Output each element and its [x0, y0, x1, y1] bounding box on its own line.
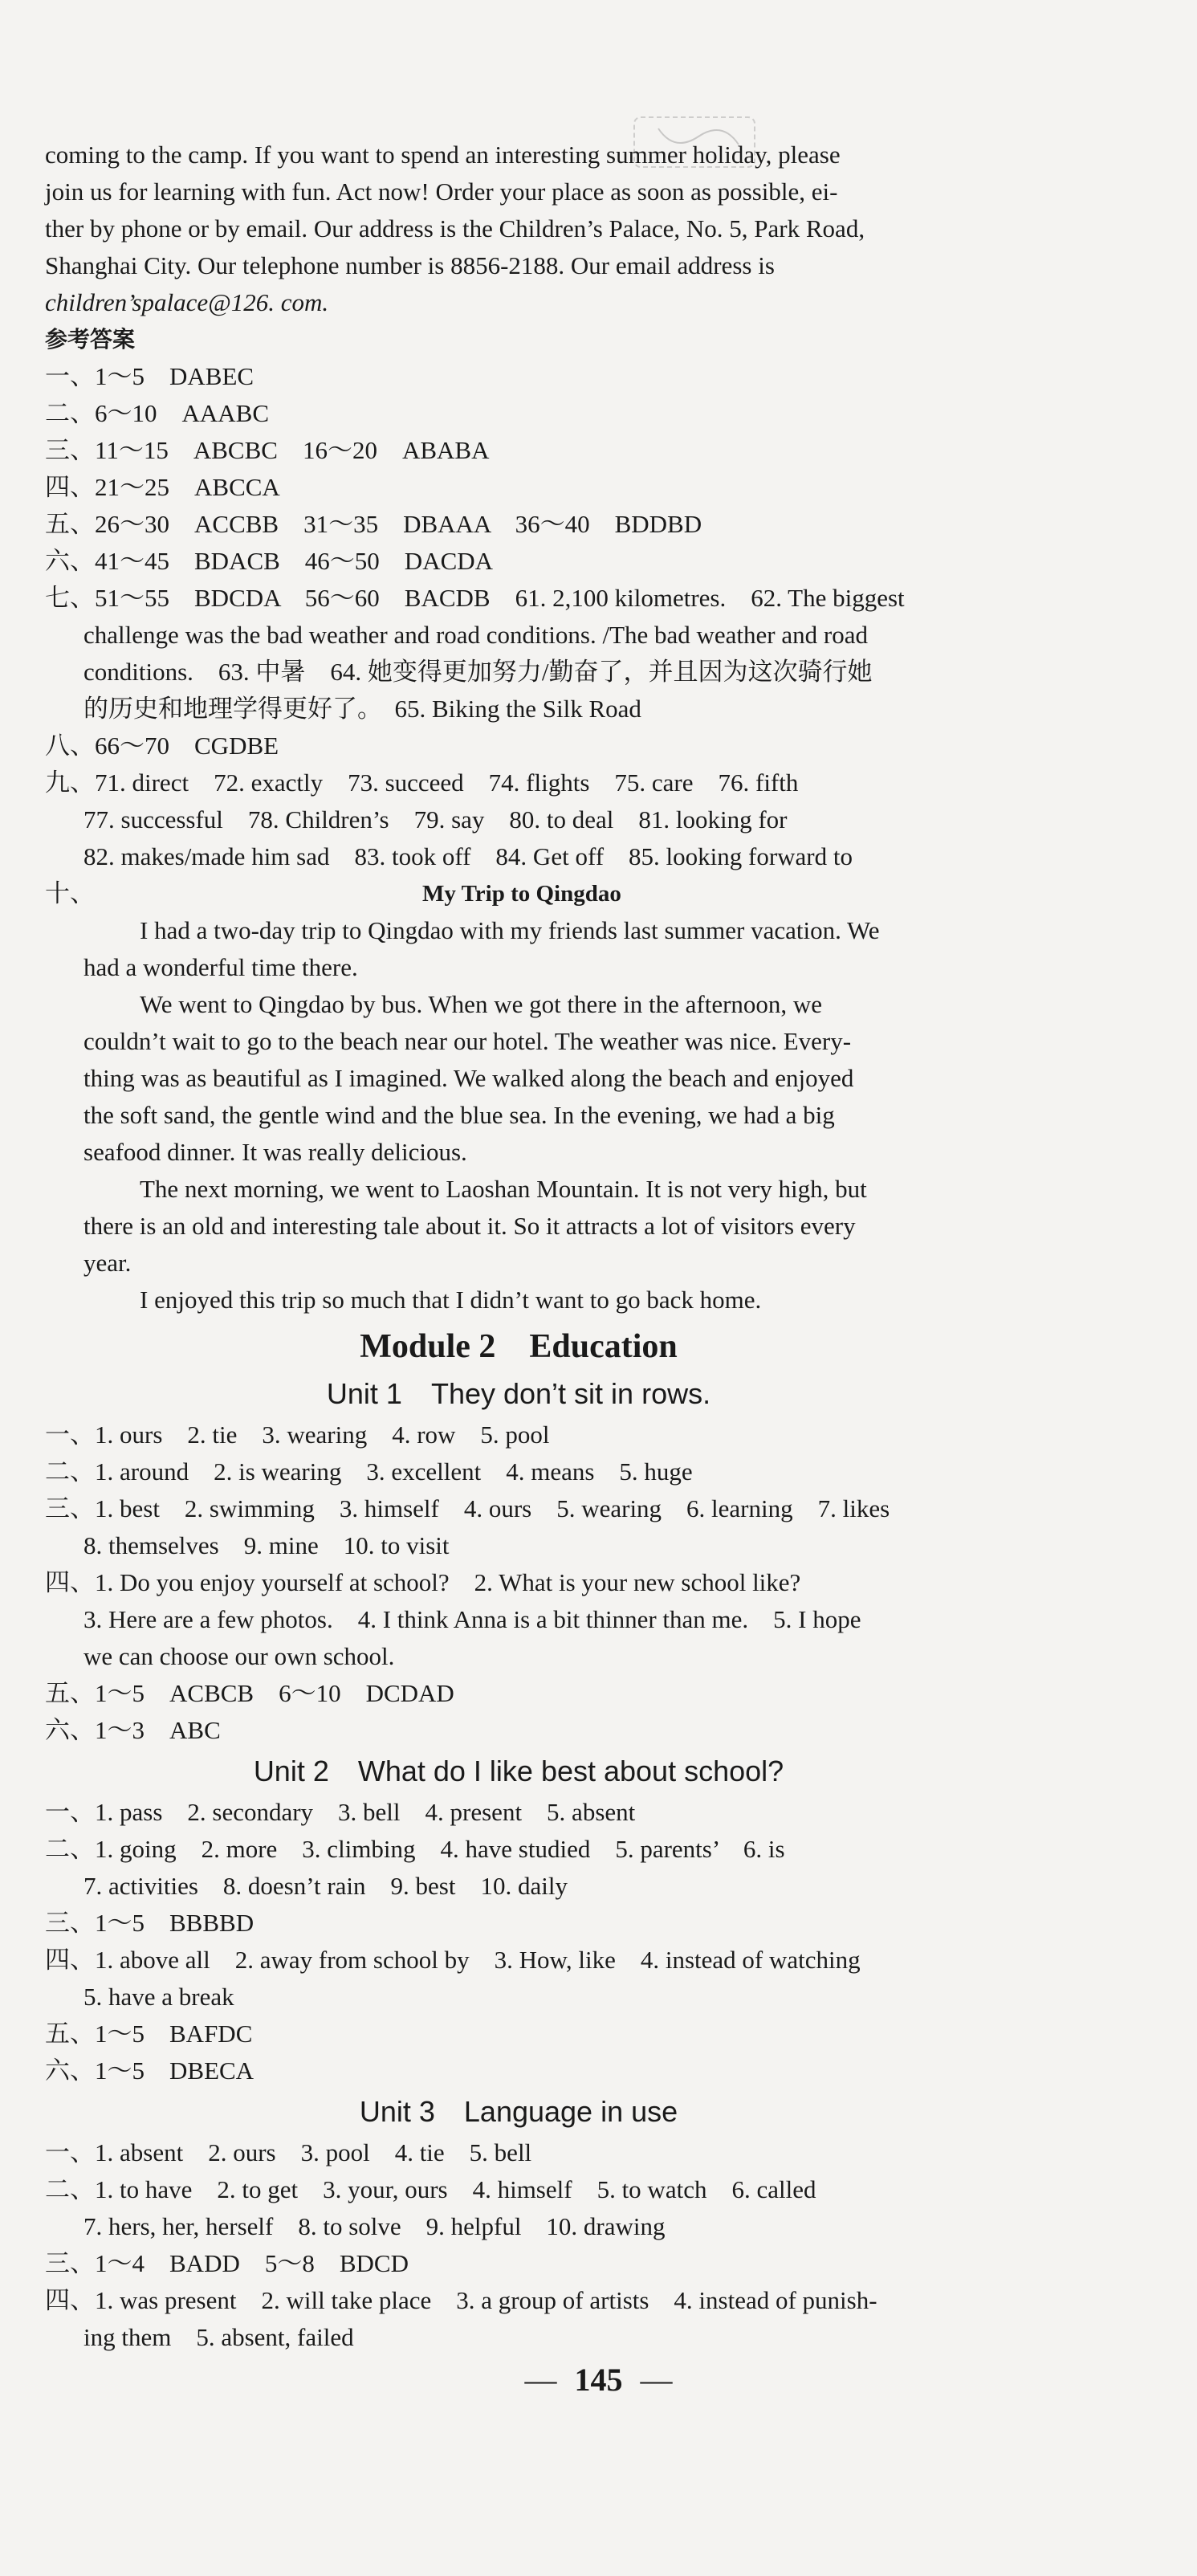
answer-line: 七、51～55 BDCDA 56～60 BACDB 61. 2,100 kilometres. 62. The biggest	[45, 584, 905, 612]
answer-line: 六、41～45 BDACB 46～50 DACDA	[45, 547, 494, 575]
answer-line: 五、26～30 ACCBB 31～35 DBAAA 36～40 BDDBD	[45, 510, 702, 538]
essay-title-row	[45, 875, 1073, 912]
unit3-answers	[45, 2134, 1073, 2356]
answer-line: 二、6～10 AAABC	[45, 399, 270, 427]
answer-line: 五、1～5 BAFDC	[45, 2020, 253, 2048]
essay-line: I enjoyed this trip so much that I didn’t want to go back home.	[140, 1286, 762, 1314]
essay-line: The next morning, we went to Laoshan Mountain. It is not very high, but	[140, 1175, 867, 1203]
answer-line: 九、71. direct 72. exactly 73. succeed 74. flights 75. care 76. fifth	[45, 768, 799, 797]
answer-line: 3. Here are a few photos. 4. I think Anna is a bit thinner than me. 5. I hope	[83, 1605, 861, 1633]
essay-body	[45, 912, 1073, 1319]
answer-line: 82. makes/made him sad 83. took off 84. Get off 85. looking forward to	[83, 842, 853, 870]
answer-line: 一、1. ours 2. tie 3. wearing 4. row 5. pool	[45, 1420, 550, 1449]
answer-line: 77. successful 78. Children’s 79. say 80. to deal 81. looking for	[83, 805, 788, 834]
answer-line: conditions. 63. 中暑 64. 她变得更加努力/勤奋了，并且因为这次骑行她	[83, 658, 873, 686]
module1-answers	[45, 358, 1073, 580]
answer-line: 的历史和地理学得更好了。 65. Biking the Silk Road	[83, 695, 641, 723]
dash-right: —	[640, 2362, 673, 2398]
answer-line: challenge was the bad weather and road conditions. /The bad weather and road	[83, 621, 868, 649]
essay-line: there is an old and interesting tale about it. So it attracts a lot of visitors every	[83, 1212, 856, 1240]
essay-line: couldn’t wait to go to the beach near our hotel. The weather was nice. Every-	[83, 1027, 852, 1055]
intro-paragraph	[45, 137, 1073, 321]
answer-line: 二、1. to have 2. to get 3. your, ours 4. himself 5. to watch 6. called	[45, 2175, 816, 2203]
essay-paragraph	[83, 1282, 1073, 1319]
unit1-title: Unit 1 They don’t sit in rows.	[326, 1377, 711, 1410]
answer-line: 8. themselves 9. mine 10. to visit	[83, 1531, 450, 1559]
answer-line: we can choose our own school.	[83, 1642, 395, 1670]
answer-line: 三、1. best 2. swimming 3. himself 4. ours 5. wearing 6. learning 7. likes	[45, 1494, 890, 1522]
answer-line: 一、1. pass 2. secondary 3. bell 4. present 5. absent	[45, 1798, 636, 1826]
answer-line: 7. activities 8. doesn’t rain 9. best 10. daily	[83, 1872, 568, 1900]
page-number: 145	[574, 2362, 623, 2398]
email-address: children’spalace@126. com.	[45, 288, 329, 316]
module-title: Module 2 Education	[360, 1328, 678, 1365]
intro-line: coming to the camp. If you want to spend an interesting summer holiday, please	[45, 141, 841, 169]
section-nine	[45, 764, 1073, 875]
answer-line: 二、1. going 2. more 3. climbing 4. have studied 5. parents’ 6. is	[45, 1835, 785, 1863]
answer-line: 三、11～15 ABCBC 16～20 ABABA	[45, 436, 490, 464]
intro-line: ther by phone or by email. Our address is the Children’s Palace, No. 5, Park Road,	[45, 214, 865, 243]
answers-heading: 参考答案	[45, 326, 136, 353]
essay-paragraph	[83, 1171, 1073, 1282]
essay-line: We went to Qingdao by bus. When we got there in the afternoon, we	[140, 990, 823, 1018]
essay-line: I had a two-day trip to Qingdao with my friends last summer vacation. We	[140, 916, 880, 944]
essay-line: thing was as beautiful as I imagined. We walked along the beach and enjoyed	[83, 1064, 854, 1092]
answer-line: 一、1. absent 2. ours 3. pool 4. tie 5. bell	[45, 2138, 532, 2166]
essay-line: had a wonderful time there.	[83, 953, 358, 981]
answer-line: 三、1～5 BBBBD	[45, 1909, 254, 1937]
answer-line: ing them 5. absent, failed	[83, 2323, 354, 2351]
answer-line: 5. have a break	[83, 1983, 234, 2011]
answer-line: 一、1～5 DABEC	[45, 362, 254, 390]
answer-line: 八、66～70 CGDBE	[45, 732, 279, 760]
intro-line: Shanghai City. Our telephone number is 8856-2188. Our email address is	[45, 251, 775, 279]
unit3-title: Unit 3 Language in use	[359, 2095, 678, 2128]
answer-line: 五、1～5 ACBCB 6～10 DCDAD	[45, 1679, 454, 1707]
answer-line: 四、21～25 ABCCA	[45, 473, 280, 501]
answer-page	[45, 137, 1073, 2356]
answer-line: 六、1～5 DBECA	[45, 2056, 254, 2085]
intro-line: join us for learning with fun. Act now! Order your place as soon as possible, ei-	[45, 177, 838, 206]
answer-line: 7. hers, her, herself 8. to solve 9. helpful 10. drawing	[83, 2212, 666, 2240]
answer-line: 四、1. Do you enjoy yourself at school? 2. What is your new school like?	[45, 1568, 801, 1596]
essay-paragraph	[83, 986, 1073, 1171]
essay-line: year.	[83, 1249, 132, 1277]
unit1-answers	[45, 1416, 1073, 1749]
answer-line: 二、1. around 2. is wearing 3. excellent 4. means 5. huge	[45, 1457, 693, 1486]
unit2-title: Unit 2 What do I like best about school?	[253, 1755, 784, 1787]
answer-line: 四、1. above all 2. away from school by 3. How, like 4. instead of watching	[45, 1946, 861, 1974]
essay-line: the soft sand, the gentle wind and the blue sea. In the evening, we had a big	[83, 1101, 835, 1129]
section-ten-label: 十、	[45, 879, 95, 907]
answer-line: 六、1～3 ABC	[45, 1716, 221, 1744]
section-seven	[45, 580, 1073, 728]
answer-line: 三、1～4 BADD 5～8 BDCD	[45, 2249, 409, 2277]
dash-left: —	[524, 2362, 557, 2398]
unit2-answers	[45, 1794, 1073, 2089]
answer-line: 四、1. was present 2. will take place 3. a group of artists 4. instead of punish-	[45, 2286, 877, 2314]
page-number-footer	[0, 2361, 1197, 2399]
essay-line: seafood dinner. It was really delicious.	[83, 1138, 467, 1166]
essay-paragraph	[83, 912, 1073, 986]
essay-title: My Trip to Qingdao	[422, 881, 621, 907]
